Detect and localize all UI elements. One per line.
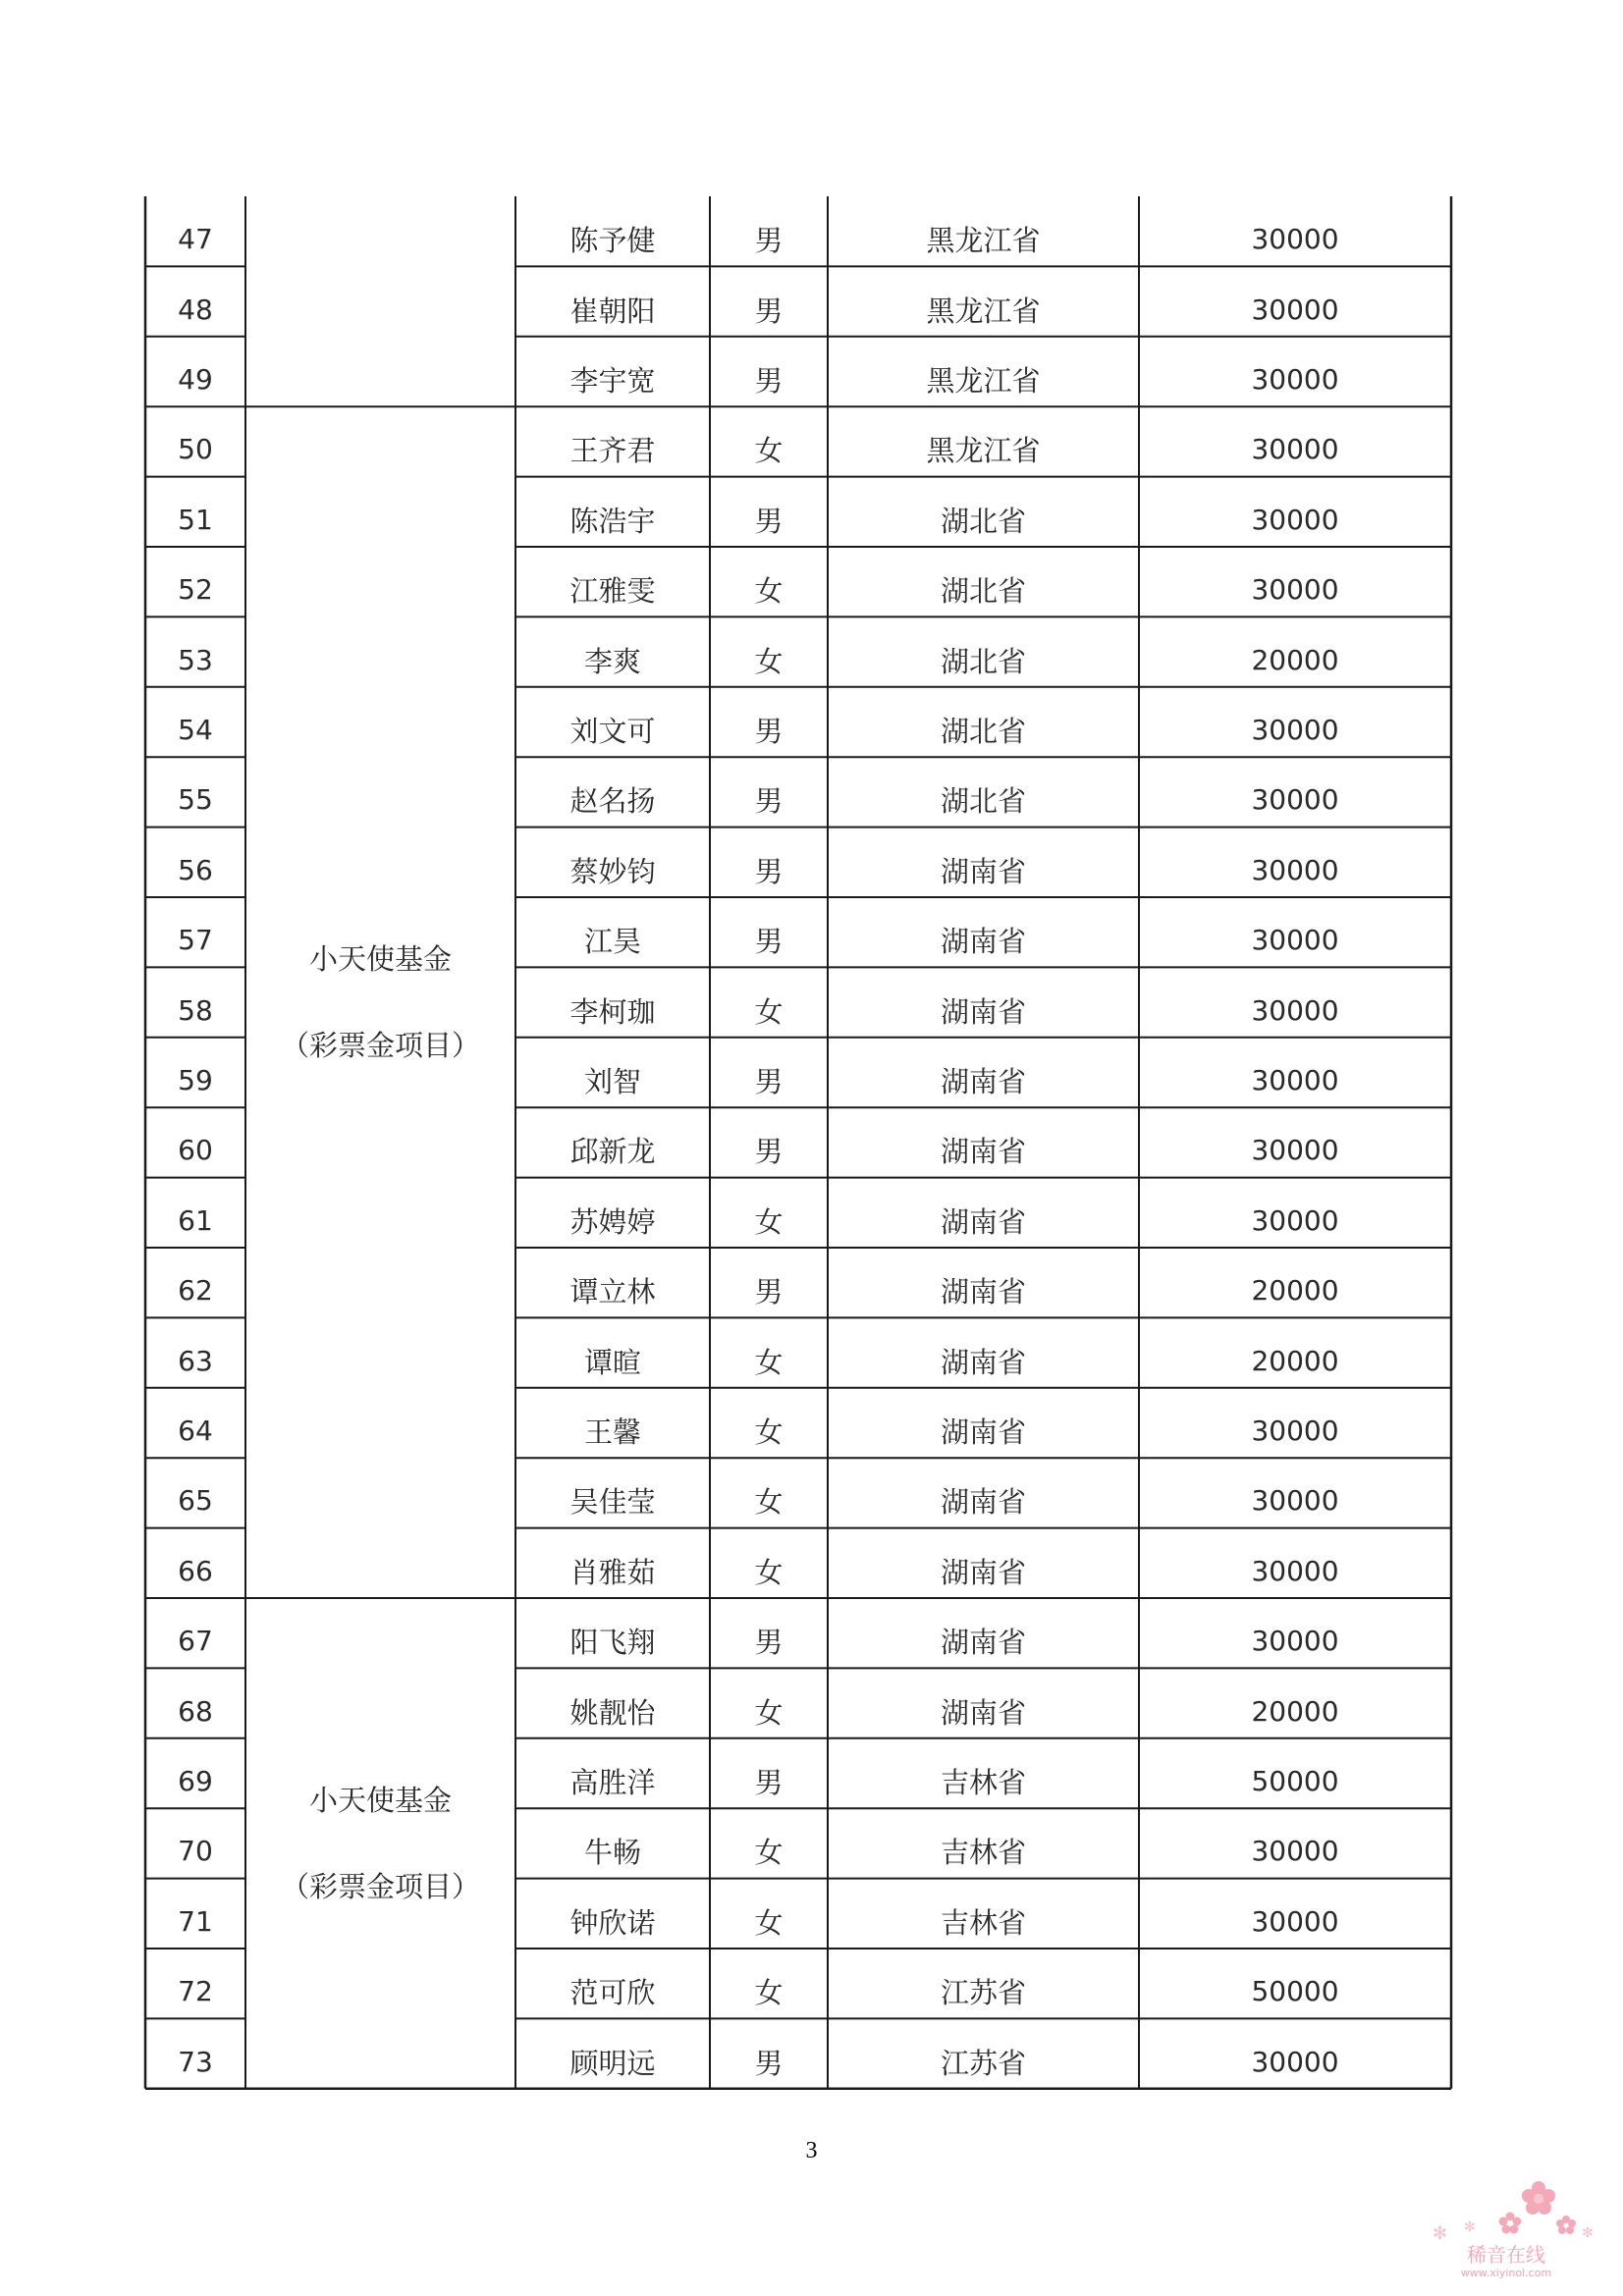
row-number: 48 — [178, 293, 213, 326]
student-name: 蔡妙钧 — [569, 854, 656, 888]
grant-amount: 30000 — [1251, 713, 1339, 746]
student-name: 刘智 — [583, 1064, 641, 1098]
student-name: 肖雅茹 — [569, 1555, 656, 1589]
student-province: 湖南省 — [940, 1135, 1026, 1169]
site-watermark — [1413, 2178, 1599, 2286]
student-gender: 女 — [754, 1836, 784, 1870]
project-note: （彩票金项目） — [280, 1029, 480, 1063]
student-gender: 女 — [754, 644, 784, 678]
project-note: （彩票金项目） — [280, 1869, 480, 1903]
row-number: 50 — [178, 433, 213, 466]
grant-amount: 30000 — [1251, 573, 1339, 607]
student-name: 牛畅 — [583, 1836, 641, 1870]
student-name: 王齐君 — [569, 434, 656, 468]
student-province: 湖南省 — [940, 1485, 1026, 1520]
student-gender: 男 — [754, 784, 784, 819]
row-number: 59 — [178, 1063, 213, 1096]
grant-amount: 30000 — [1251, 223, 1339, 256]
grant-amount: 30000 — [1251, 433, 1339, 466]
student-name: 谭暄 — [583, 1345, 641, 1379]
student-province: 湖南省 — [940, 1626, 1026, 1660]
student-province: 湖南省 — [940, 1415, 1026, 1449]
grant-amount: 30000 — [1251, 1484, 1339, 1518]
project-group-cell — [245, 916, 515, 1089]
grant-amount: 30000 — [1251, 503, 1339, 536]
student-province: 黑龙江省 — [926, 363, 1041, 398]
row-number: 55 — [178, 783, 213, 817]
student-province: 湖南省 — [940, 925, 1026, 959]
student-province: 湖北省 — [940, 784, 1026, 819]
student-name: 阳飞翔 — [569, 1626, 656, 1660]
svg-text:✻: ✻ — [1464, 2219, 1476, 2235]
student-name: 吴佳莹 — [569, 1485, 656, 1520]
row-number: 52 — [178, 573, 213, 607]
watermark-url: www.xiyinol.com — [1460, 2267, 1552, 2279]
svg-text:✻: ✻ — [1582, 2225, 1594, 2241]
student-gender: 男 — [754, 1275, 784, 1309]
student-name: 陈浩宇 — [569, 504, 656, 538]
student-gender: 男 — [754, 854, 784, 888]
row-number: 49 — [178, 362, 213, 396]
row-number: 47 — [178, 223, 213, 256]
row-number: 67 — [178, 1625, 213, 1658]
grant-amount: 20000 — [1251, 1274, 1339, 1308]
student-name: 钟欣诺 — [569, 1905, 656, 1940]
grant-amount: 30000 — [1251, 993, 1339, 1027]
row-number: 73 — [178, 2045, 213, 2078]
row-number: 61 — [178, 1203, 213, 1237]
grant-amount: 30000 — [1251, 924, 1339, 957]
student-name: 范可欣 — [569, 1976, 656, 2010]
student-province: 吉林省 — [940, 1765, 1026, 1799]
student-province: 湖南省 — [940, 994, 1026, 1029]
grant-amount: 30000 — [1251, 1063, 1339, 1096]
student-province: 江苏省 — [940, 2046, 1026, 2080]
student-province: 吉林省 — [940, 1905, 1026, 1940]
grant-amount: 30000 — [1251, 853, 1339, 886]
student-gender: 女 — [754, 1976, 784, 2010]
student-name: 王馨 — [583, 1415, 641, 1449]
student-gender: 男 — [754, 1135, 784, 1169]
student-province: 湖南省 — [940, 1204, 1026, 1239]
row-number: 62 — [178, 1274, 213, 1308]
row-number: 70 — [178, 1835, 213, 1868]
row-number: 65 — [178, 1484, 213, 1518]
student-gender: 男 — [754, 2046, 784, 2080]
student-gender: 女 — [754, 1204, 784, 1239]
student-gender: 女 — [754, 574, 784, 609]
grant-amount: 30000 — [1251, 1904, 1339, 1938]
grant-amount: 30000 — [1251, 293, 1339, 326]
row-number: 68 — [178, 1694, 213, 1728]
student-name: 江昊 — [583, 925, 641, 959]
student-name: 李宇宽 — [569, 363, 656, 398]
grant-amount: 30000 — [1251, 1203, 1339, 1237]
row-number: 64 — [178, 1414, 213, 1447]
student-name: 邱新龙 — [569, 1135, 656, 1169]
row-number: 69 — [178, 1764, 213, 1797]
student-gender: 女 — [754, 1555, 784, 1589]
watermark-site-name: 稀音在线 — [1467, 2243, 1545, 2267]
student-gender: 男 — [754, 925, 784, 959]
svg-text:✻: ✻ — [1433, 2223, 1448, 2244]
student-province: 湖南省 — [940, 1695, 1026, 1730]
student-province: 吉林省 — [940, 1836, 1026, 1870]
student-province: 黑龙江省 — [926, 294, 1041, 328]
student-province: 湖南省 — [940, 1275, 1026, 1309]
student-province: 黑龙江省 — [926, 434, 1041, 468]
grant-amount: 20000 — [1251, 1694, 1339, 1728]
student-gender: 女 — [754, 1415, 784, 1449]
grant-amount: 30000 — [1251, 1625, 1339, 1658]
project-name: 小天使基金 — [308, 942, 452, 977]
student-province: 湖北省 — [940, 714, 1026, 748]
student-province: 湖南省 — [940, 854, 1026, 888]
row-number: 53 — [178, 643, 213, 676]
student-name: 李爽 — [583, 644, 641, 678]
student-province: 湖北省 — [940, 644, 1026, 678]
row-number: 57 — [178, 924, 213, 957]
student-gender: 女 — [754, 1485, 784, 1520]
grant-amount: 30000 — [1251, 1554, 1339, 1587]
student-province: 湖南省 — [940, 1555, 1026, 1589]
student-gender: 男 — [754, 1064, 784, 1098]
student-province: 湖南省 — [940, 1345, 1026, 1379]
student-gender: 男 — [754, 294, 784, 328]
row-number: 54 — [178, 713, 213, 746]
student-gender: 女 — [754, 1695, 784, 1730]
row-number: 51 — [178, 503, 213, 536]
grant-amount: 50000 — [1251, 1764, 1339, 1797]
student-gender: 男 — [754, 714, 784, 748]
student-name: 陈予健 — [569, 224, 656, 258]
row-number: 71 — [178, 1904, 213, 1938]
grant-amount: 30000 — [1251, 1414, 1339, 1447]
grant-amount: 30000 — [1251, 783, 1339, 817]
student-name: 高胜洋 — [569, 1765, 656, 1799]
student-province: 江苏省 — [940, 1976, 1026, 2010]
student-gender: 男 — [754, 363, 784, 398]
row-number: 56 — [178, 853, 213, 886]
student-gender: 女 — [754, 434, 784, 468]
row-number: 58 — [178, 993, 213, 1027]
student-gender: 男 — [754, 1626, 784, 1660]
grant-amount: 30000 — [1251, 1134, 1339, 1167]
grant-amount: 50000 — [1251, 1975, 1339, 2008]
student-gender: 女 — [754, 994, 784, 1029]
student-province: 湖北省 — [940, 574, 1026, 609]
row-number: 63 — [178, 1344, 213, 1377]
student-name: 李柯珈 — [569, 994, 656, 1029]
student-gender: 女 — [754, 1905, 784, 1940]
row-number: 72 — [178, 1975, 213, 2008]
flower-logo-icon — [1413, 2178, 1599, 2247]
student-gender: 男 — [754, 1765, 784, 1799]
project-group-cell — [245, 1757, 515, 1930]
student-name: 刘文可 — [569, 714, 656, 748]
grant-amount: 30000 — [1251, 362, 1339, 396]
student-name: 赵名扬 — [569, 784, 656, 819]
page-number: 3 — [805, 2138, 818, 2163]
student-gender: 男 — [754, 504, 784, 538]
grant-amount: 30000 — [1251, 2045, 1339, 2078]
student-name: 苏娉婷 — [569, 1204, 656, 1239]
student-name: 崔朝阳 — [569, 294, 656, 328]
student-province: 湖北省 — [940, 504, 1026, 538]
grant-amount: 30000 — [1251, 1835, 1339, 1868]
student-name: 姚靓怡 — [569, 1695, 656, 1730]
student-gender: 女 — [754, 1345, 784, 1379]
row-number: 60 — [178, 1134, 213, 1167]
student-name: 顾明远 — [569, 2046, 656, 2080]
student-gender: 男 — [754, 224, 784, 258]
grant-amount: 20000 — [1251, 1344, 1339, 1377]
project-name: 小天使基金 — [308, 1783, 452, 1817]
row-number: 66 — [178, 1554, 213, 1587]
grant-amount: 20000 — [1251, 643, 1339, 676]
student-province: 黑龙江省 — [926, 224, 1041, 258]
student-province: 湖南省 — [940, 1064, 1026, 1098]
student-name: 谭立林 — [569, 1275, 656, 1309]
student-name: 江雅雯 — [569, 574, 656, 609]
